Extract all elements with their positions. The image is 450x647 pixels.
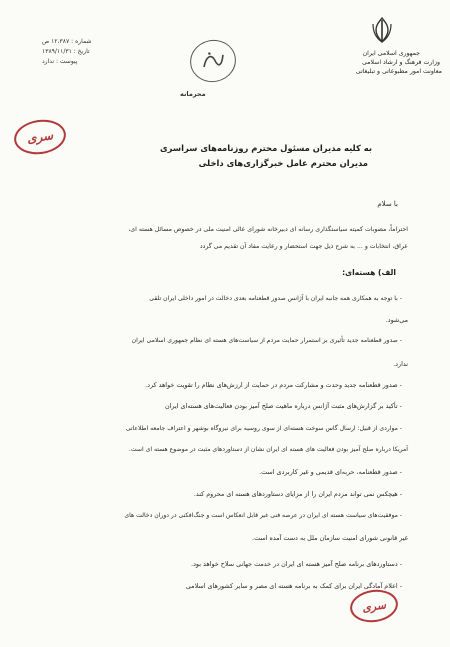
bullet-4: - تأکید بر گزارش‌های مثبت آژانس درباره ماهیت صلح آمیز بودن فعالیت‌های هسته‌ای ایران [164,402,402,410]
intro-line-2: عراق، انتخابات و ... به شرح ذیل جهت استحضار و رعایت مفاد آن تقدیم می گردد [199,243,408,250]
section-title: الف) هسته‌ای: [342,268,396,277]
secret-stamp-bottom [348,587,400,625]
addressee-line-2: مدیران محترم عامل خبرگزاری‌های داخلی [198,158,368,168]
intro-line-1: احتراماً، مصوبات کمیته سیاستگذاری رسانه ای دبیرخانه شورای عالی امنیت ملی در خصوص مسائل هسته ای، [128,226,408,233]
bullet-8: - موفقیت‌های سیاست هسته ای ایران در عرصه فنی غیر قابل انعکاس است و جنگ‌افکنی در دوران دخالت های [124,512,402,519]
meta-attachment-label: پیوست : [55,58,78,65]
meta-number-label: شماره : [71,38,92,45]
bullet-10: - اعلام آمادگی ایران برای کمک به برنامه هسته ای مصر و سایر کشورهای اسلامی [185,582,402,590]
emblem-icon [370,16,394,44]
bullet-5-cont: آمریکا درباره صلح آمیز بودن فعالیت های هسته ای ایران نشان از دستاوردهای مثبت در موضوع هسته ای است. [128,446,408,453]
meta-attachment-value: ندارد [42,58,55,65]
bullet-5: - مواردی از قبیل: ارسال گاس سوخت هسته‌ای از سوی روسیه برای نیروگاه بوشهر و اعتراف جامعه اطلاعاتی [125,425,402,432]
bullet-1-cont: می‌شود. [385,316,408,324]
greeting: با سلام [377,200,398,208]
meta-date-value: ۱۳۸۹/۱۱/۳۱ [42,48,72,55]
org-line-1: جمهوری اسلامی ایران [362,50,420,57]
bullet-9: - دستاوردهای برنامه صلح آمیز هسته ای ایران در خدمت جهانی سلاح خواهد بود. [191,560,402,568]
meta-attachment [38,58,77,65]
handwriting-mark-icon [187,37,238,85]
meta-date [38,48,90,55]
meta-number-value: ۱۲،۳۸۷ ص [42,38,70,45]
bullet-2-cont: ندارد. [393,360,408,368]
org-line-3: معاونت امور مطبوعاتی و تبلیغاتی [355,68,442,75]
bullet-3: - صدور قطعنامه جدید وحدت و مشارکت مردم در حمایت از ارزش‌های نظام را تقویت خواهد کرد. [145,381,402,389]
meta-number [38,38,91,45]
secret-stamp-top-text: سری [26,128,54,146]
bullet-1: - با توجه به همکاری همه جانبه ایران با آژانس صدور قطعنامه بعدی دخالت در امور داخلی ایران تلقی [149,295,402,302]
confidential-caption: محرمانه [180,90,206,98]
bullet-8-cont: غیر قانونی شورای امنیت سازمان ملل به دست آمده است. [252,534,408,542]
meta-date-label: تاریخ : [73,48,90,55]
secret-stamp-top [12,117,68,158]
org-line-2: وزارت فرهنگ و ارشاد اسلامی [361,59,440,66]
addressee-line-1: به کلیه مدیران مسئول محترم روزنامه‌های سراسری [159,143,372,153]
bullet-7: - هیچکس نمی تواند مردم ایران را از مزایای دستاوردهای هسته ای محروم کند. [193,490,402,498]
bullet-6: - صدور قطعنامه، حربه‌ای قدیمی و غیر کاربردی است. [259,468,402,476]
confidential-stamp [186,36,240,87]
secret-stamp-bottom-text: سری [361,597,387,615]
bullet-2: - صدور قطعنامه جدید تأثیری بر استمرار حمایت مردم از سیاست‌های هسته ای نظام جمهوری اسلامی ایران [131,337,402,344]
